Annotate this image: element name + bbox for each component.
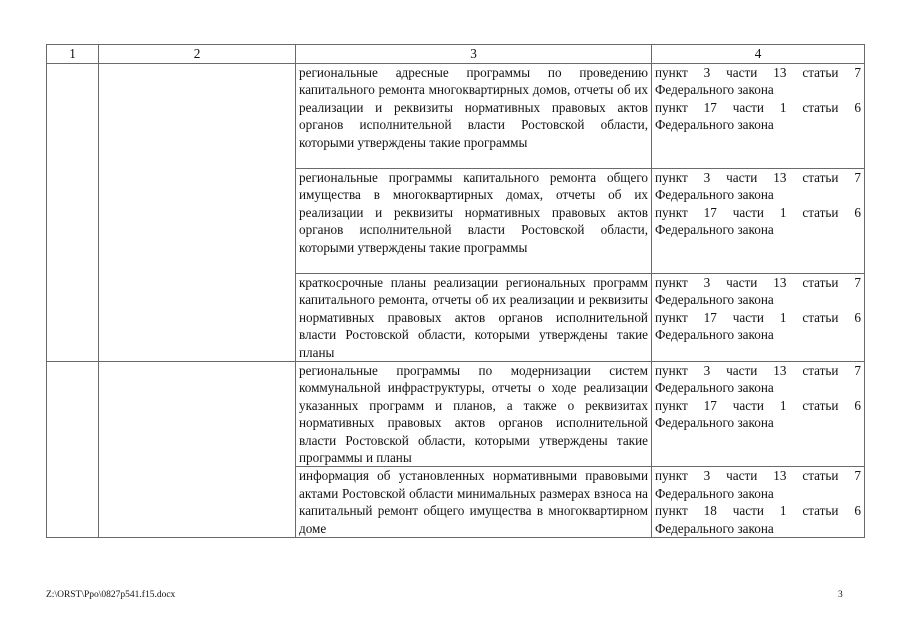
header-col-4: 4	[652, 45, 865, 64]
document-table	[46, 44, 865, 538]
info-description-cell: региональные адресные программы по проведению капитального ремонта многоквартирных домов, отчеты об их реализации и реквизиты нормативных правовых актов органов исполнительной власти Ростовской области, которыми утверждены такие программы	[296, 64, 652, 169]
info-description-cell: краткосрочные планы реализации региональных программ капитального ремонта, отчеты об их реализации и реквизиты нормативных правовых актов органов исполнительной власти Ростовской области, которыми утверждены такие планы	[296, 274, 652, 362]
legal-basis-cell	[652, 362, 865, 467]
table-row	[47, 64, 865, 169]
legal-basis-cell	[652, 169, 865, 274]
page-number: 3	[838, 590, 843, 600]
legal-basis-cell	[652, 64, 865, 169]
header-col-3: 3	[296, 45, 652, 64]
info-description-cell: информация об установленных нормативными правовыми актами Ростовской области минимальных размерах взноса на капитальный ремонт общего имущества в многоквартирном доме	[296, 467, 652, 538]
info-description-cell: региональные программы по модернизации систем коммунальной инфраструктуры, отчеты о ходе реализации указанных программ и планов, а также о реквизитах нормативных правовых актов органов исполнительной власти Ростовской области, которыми утверждены такие программы и планы	[296, 362, 652, 467]
header-col-1: 1	[47, 45, 99, 64]
table-row	[47, 362, 865, 467]
legal-basis-ref: пункт 3 части 13 статьи 7 Федерального закона	[655, 170, 861, 203]
header-col-2: 2	[99, 45, 296, 64]
document-file-path: Z:\ORST\Ppo\0827p541.f15.docx	[46, 590, 176, 600]
legal-basis-ref: пункт 18 части 1 статьи 6 Федерального закона	[655, 503, 861, 536]
category-cell	[99, 362, 296, 538]
row-number-cell	[47, 64, 99, 362]
legal-basis-ref: пункт 17 части 1 статьи 6 Федерального закона	[655, 204, 861, 238]
legal-basis-ref: пункт 17 части 1 статьи 6 Федерального закона	[655, 397, 861, 431]
legal-basis-ref: пункт 3 части 13 статьи 7 Федерального закона	[655, 468, 861, 501]
legal-basis-cell	[652, 467, 865, 538]
legal-basis-ref: пункт 3 части 13 статьи 7 Федерального закона	[655, 275, 861, 308]
category-cell	[99, 64, 296, 362]
info-description-cell: региональные программы капитального ремонта общего имущества в многоквартирных домах, отчеты об их реализации и реквизиты нормативных правовых актов органов исполнительной власти Ростовской области, которыми утверждены такие программы	[296, 169, 652, 274]
legal-basis-cell	[652, 274, 865, 362]
legal-basis-ref: пункт 3 части 13 статьи 7 Федерального закона	[655, 363, 861, 396]
table-header-row	[47, 45, 865, 64]
legal-basis-ref: пункт 17 части 1 статьи 6 Федерального закона	[655, 309, 861, 343]
legal-basis-ref: пункт 3 части 13 статьи 7 Федерального закона	[655, 65, 861, 98]
legal-basis-ref: пункт 17 части 1 статьи 6 Федерального закона	[655, 99, 861, 133]
row-number-cell	[47, 362, 99, 538]
